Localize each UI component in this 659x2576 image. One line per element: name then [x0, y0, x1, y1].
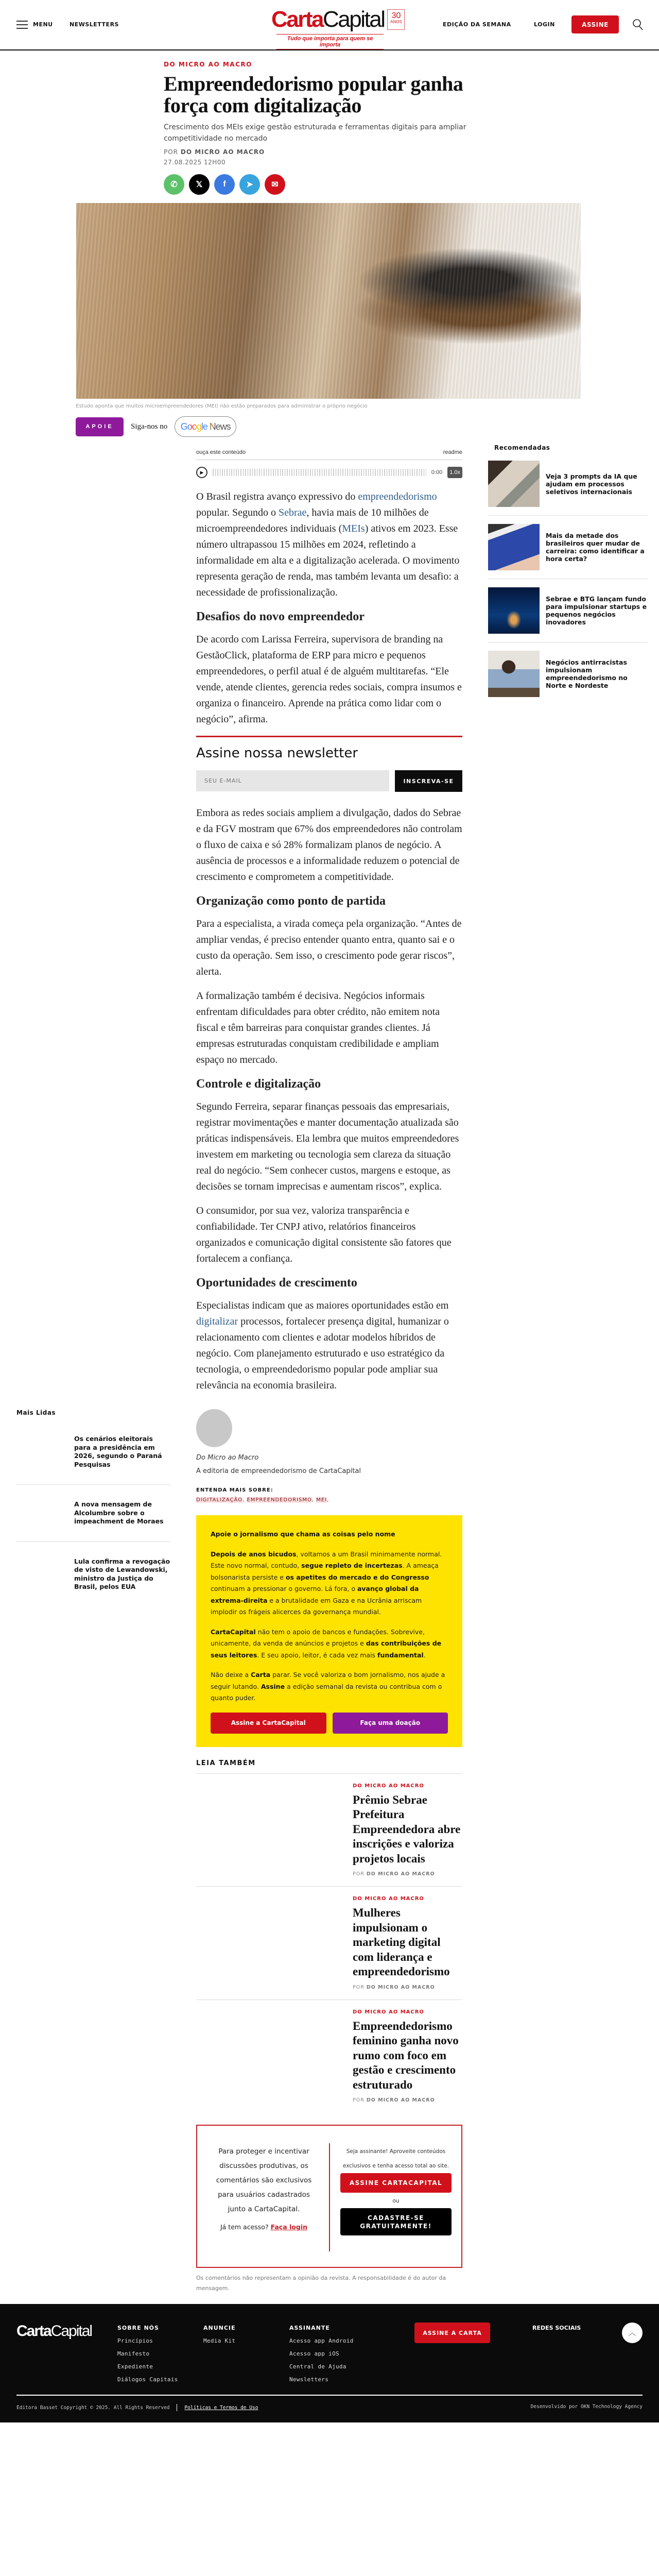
text: segue repleto de incertezas	[301, 1562, 403, 1569]
recommended-thumbnail	[488, 587, 540, 634]
tag-list: DIGITALIZAÇÃO, EMPREENDEDORISMO, MEI,	[196, 1497, 330, 1503]
copyright-row	[16, 2404, 258, 2411]
divider	[16, 1541, 171, 1542]
whatsapp-icon: ✆	[170, 180, 178, 189]
assine-a-carta-button[interactable]: ASSINE A CARTA	[414, 2323, 490, 2343]
social-heading: REDES SOCIAIS	[532, 2325, 581, 2331]
read-also-list	[196, 1774, 462, 2113]
text: não tem o apoio de bancos e fundações. Sobrevive, unicamente, da venda de anúncios e projetos e	[211, 1628, 425, 1647]
footer-link[interactable]: Acesso app Android	[289, 2337, 354, 2344]
subscribe-newsletter-button[interactable]: INSCREVA-SE	[395, 770, 462, 792]
text: Assine	[261, 1682, 285, 1690]
search-icon[interactable]	[632, 19, 644, 31]
article-header	[164, 50, 473, 195]
tag-link[interactable]: EMPREENDEDORISMO	[247, 1497, 312, 1503]
text: processos, fortalecer presença digital, humanizar o relacionamento com clientes e adotar modelos híbridos de negócio. Com planejamento estruturado e uso estratégico da tecnologia, o empreendedorismo popular pode ampliar sua relevância na economia brasileira.	[196, 1316, 449, 1391]
footer-heading: ANUNCIE	[203, 2325, 236, 2331]
main-column	[16, 444, 647, 2294]
comments-gate	[196, 2125, 462, 2268]
text: a edição semanal da revista ou contribua com o quanto puder.	[211, 1682, 442, 1702]
text: Controle e digitalização	[196, 1077, 321, 1091]
recommended-title: Sebrae e BTG lançam fundo para impulsionar startups e pequenos negócios inovadores	[546, 595, 647, 626]
support-paragraph	[211, 1549, 448, 1618]
read-also-item[interactable]	[196, 2000, 462, 2113]
apoie-button[interactable]: APOIE	[76, 417, 124, 436]
badge-text: ANOS	[390, 20, 402, 24]
paragraph	[196, 1203, 462, 1267]
subscribe-button[interactable]: Assine a CartaCapital	[211, 1713, 326, 1734]
read-also-item[interactable]	[196, 1774, 462, 1887]
text: Oportunidades de crescimento	[196, 1276, 357, 1290]
article-category[interactable]: DO MICRO AO MACRO	[164, 61, 252, 68]
footer-logo[interactable]	[16, 2323, 92, 2340]
read-also-heading: LEIA TAMBÉM	[196, 1759, 462, 1774]
tag-link[interactable]: DIGITALIZAÇÃO	[196, 1497, 243, 1503]
recommended-thumbnail	[488, 461, 540, 507]
text: Embora as redes sociais ampliem a divulgação, dados do Sebrae e da FGV mostram que 67% dos empreendedores não controlam o fluxo de caixa e só 28% formalizam planos de negócio. A ausência de processos e a informalidade reduzem o potencial de crescimento e comprometem a competitividade.	[196, 807, 462, 883]
paragraph	[196, 1298, 462, 1394]
byline-prefix: POR	[353, 1984, 365, 1990]
section-heading	[196, 893, 462, 909]
read-also-category: DO MICRO AO MACRO	[353, 2009, 424, 2015]
most-read-heading: Mais Lidas	[16, 1409, 56, 1416]
recommended-item[interactable]	[488, 461, 648, 507]
article-subtitle: Crescimento dos MEIs exige gestão estruturada e ferramentas digitais para ampliar competitividade no mercado	[164, 123, 466, 143]
text: Segundo Ferreira, separar finanças pessoais das empresariais, registrar movimentações e manter documentação atualizada são práticas indispensáveis. Ela lembra que muitos empreendedores investem em marketing ou tecnologia sem clareza da situação real do negócio. “Sem conhecer custos, margens e estoque, as decisões se tornam imprecisas e aumentam riscos”, explica.	[196, 1101, 459, 1192]
byline-prefix: POR	[353, 1871, 365, 1877]
support-follow-row	[76, 416, 659, 437]
terms-link[interactable]: Políticas e Termos de Uso	[184, 2404, 258, 2411]
subscribe-cartacapital-button[interactable]: ASSINE CARTACAPITAL	[340, 2173, 452, 2193]
byline-prefix: POR	[164, 148, 179, 156]
menu-icon[interactable]	[16, 21, 28, 29]
footer-column-anuncie	[203, 2325, 236, 2350]
copyright: Editora Basset Copyright © 2025. All Rights Reserved	[16, 2404, 170, 2411]
share-telegram-button[interactable]	[239, 174, 260, 195]
text: , voltamos a um Brasil minimamente normal. Este novo normal, contudo,	[211, 1550, 442, 1569]
support-paragraph	[211, 1626, 448, 1662]
text: A formalização também é decisiva. Negócios informais enfrentam dificuldades para obter crédito, não emitem nota fiscal e têm barreiras para conquistar grandes clientes. Já empresas estruturadas conquistam credibilidade e ampliam espaço no mercado.	[196, 990, 440, 1065]
footer-column-sobre	[117, 2325, 178, 2389]
login-link[interactable]: LOGIN	[534, 21, 555, 28]
footer-link[interactable]: Expediente	[117, 2363, 153, 2370]
read-also-title: Mulheres impulsionam o marketing digital com liderança e empreendedorismo	[353, 1906, 450, 1978]
assine-button[interactable]: ASSINE	[571, 15, 619, 33]
anniversary-badge	[387, 9, 405, 30]
most-read-item[interactable]: Os cenários eleitorais para a presidência em 2026, segundo o Paraná Pesquisas	[74, 1435, 162, 1468]
logo-carta: Carta	[271, 7, 323, 32]
recommended-thumbnail	[488, 524, 540, 570]
author-avatar	[196, 1409, 232, 1447]
read-also-byline	[353, 1871, 462, 1877]
article-body	[196, 489, 462, 1394]
text: Carta	[251, 1671, 271, 1679]
text: . E seu apoio, leitor, é cada vez mais	[257, 1651, 377, 1659]
text: parar. Se você valoriza o bom jornalismo, nos ajude a seguir lutando.	[211, 1671, 445, 1690]
section-heading	[196, 609, 462, 624]
google-news-logo: Google News	[180, 421, 231, 432]
text: e a brutalidade em Gaza e na Ucrânia arriscam implodir os frágeis alicerces da governança mundial.	[211, 1596, 422, 1616]
divider	[16, 2395, 643, 2396]
audio-brand[interactable]: readme	[443, 449, 462, 455]
section-heading	[196, 1275, 462, 1291]
text: ) ativos em 2023. Esse número ultrapassou 15 milhões em 2024, refletindo a informalidade em alta e a digitalização acelerada. O movimento representa geração de renda, mas também levanta um desafio: a necessidade de profissionalização.	[196, 523, 460, 598]
telegram-icon: ➤	[246, 180, 253, 189]
login-prompt: Já tem acesso?	[220, 2223, 269, 2231]
text: os apetites do mercado e do Congresso	[285, 1573, 429, 1581]
share-x-button[interactable]	[189, 174, 210, 195]
text: Depois de anos bicudos	[211, 1550, 297, 1558]
logo-capital: Capital	[323, 7, 385, 32]
read-also-byline	[353, 1985, 462, 1990]
text: popular. Segundo o	[196, 507, 279, 518]
audio-waveform[interactable]	[213, 466, 426, 479]
footer-column-assinante	[289, 2325, 354, 2389]
back-to-top-button[interactable]	[622, 2323, 643, 2343]
image-caption: Estudo aponta que muitos microempreendedores (MEI) não estão preparados para administrar o próprio negócio	[76, 403, 368, 409]
text: . A ameaça bolsonarista persiste e	[211, 1562, 439, 1581]
publish-date: 27.08.2025 12H00	[164, 159, 226, 166]
comments-disclaimer: Os comentários não representam a opinião da revista. A responsabilidade é do autor da mensagem.	[196, 2275, 446, 2292]
read-also-category: DO MICRO AO MACRO	[353, 1783, 424, 1789]
comments-message: Para proteger e incentivar discussões produtivas, os comentários são exclusivos para usuários cadastrados junto a CartaCapital.	[216, 2147, 312, 2213]
divider	[16, 1484, 171, 1485]
text: O Brasil registra avanço expressivo do	[196, 491, 358, 502]
text: O consumidor, por sua vez, valoriza transparência e confiabilidade. Ter CNPJ ativo, relatórios financeiros organizados e comunicação digital consistente são fatores que fortalecem a confiança.	[196, 1205, 452, 1264]
paragraph	[196, 988, 462, 1068]
audio-player	[196, 449, 462, 479]
text: das contribuições de seus leitores	[211, 1639, 442, 1659]
divider	[488, 515, 648, 516]
text: De acordo com Larissa Ferreira, supervisora de branding na GestãoClick, plataforma de ERP para micro e pequenos empreendedores, o perfil atual é de alguém multitarefas. “Ele vende, atende clientes, gerencia redes sociais, compra insumos e organiza o financeiro. Aprende na prática como lidar com o negócio”, afirma.	[196, 634, 462, 725]
newsletter-title: Assine nossa newsletter	[196, 745, 358, 761]
chevron-up-icon: ︿	[629, 2329, 636, 2337]
subscribe-text: Seja assinante! Aproveite conteúdos exclusivos e tenha acesso total ao site.	[342, 2148, 449, 2169]
playback-speed-button[interactable]: 1.0x	[447, 467, 462, 478]
support-heading: Apoie o jornalismo que chama as coisas pelo nome	[211, 1530, 395, 1538]
text: avanço global da extrema-direita	[211, 1585, 419, 1604]
most-read-item[interactable]: A nova mensagem de Alcolumbre sobre o impeachment de Moraes	[74, 1500, 164, 1525]
cartacapital-logo[interactable]	[271, 6, 402, 33]
most-read-item[interactable]: Lula confirma a revogação de visto de Lewandowski, ministro da Justiça do Brasil, pelos EUA	[74, 1557, 170, 1590]
author-description: A editoria de empreendedorismo de CartaCapital	[196, 1467, 361, 1475]
newsletter-signup	[196, 736, 462, 792]
text: Não deixe a	[211, 1671, 251, 1679]
byline-author: DO MICRO AO MACRO	[366, 1984, 435, 1990]
logo-capital: Capital	[50, 2323, 92, 2340]
recommended-sidebar	[488, 444, 648, 697]
facebook-icon: f	[223, 180, 226, 189]
support-text	[211, 1549, 448, 1704]
recommended-item[interactable]	[488, 524, 648, 570]
footer-link[interactable]: Newsletters	[289, 2376, 329, 2383]
share-facebook-button[interactable]	[214, 174, 235, 195]
google-news-button[interactable]	[175, 416, 236, 437]
recommended-heading: Recomendadas	[494, 444, 550, 451]
hero-image	[76, 203, 581, 399]
byline-author[interactable]: DO MICRO AO MACRO	[180, 148, 265, 156]
footer-link[interactable]: Media Kit	[203, 2337, 236, 2344]
recommended-item[interactable]	[488, 587, 648, 634]
site-header	[0, 0, 659, 50]
most-read-sidebar	[16, 1409, 171, 1591]
email-input[interactable]: SEU E-MAIL	[196, 770, 389, 791]
register-button[interactable]: CADASTRE-SE GRATUITAMENTE!	[340, 2208, 452, 2235]
login-link[interactable]: Faça login	[270, 2223, 308, 2231]
donate-button[interactable]: Faça uma doação	[333, 1713, 448, 1734]
footer-link[interactable]: Acesso app iOS	[289, 2350, 339, 2357]
paragraph	[196, 916, 462, 980]
recommended-item[interactable]	[488, 651, 648, 697]
share-whatsapp-button[interactable]	[164, 174, 184, 195]
support-box	[196, 1515, 462, 1747]
read-also-category: DO MICRO AO MACRO	[353, 1896, 424, 1902]
developer-credit: Desenvolvido por OKN Technology Agency	[530, 2404, 643, 2410]
page-title: Empreendedorismo popular ganha força com digitalização	[164, 72, 463, 117]
text: Organização como ponto de partida	[196, 894, 386, 908]
text: Para a especialista, a virada começa pela organização. “Antes de ampliar vendas, é preciso entender quanto entra, quanto sai e o custo da operação. Sem isso, o crescimento pode gerar riscos”, alerta.	[196, 918, 462, 977]
paragraph	[196, 805, 462, 885]
play-icon[interactable]: ▶	[196, 467, 207, 478]
menu-button[interactable]: MENU	[33, 21, 53, 28]
inline-link[interactable]: digitalizar	[196, 1316, 238, 1327]
tag-link[interactable]: MEI	[316, 1497, 327, 1503]
inline-link[interactable]: Sebrae	[279, 507, 307, 518]
footer-link[interactable]: Manifesto	[117, 2350, 150, 2357]
read-also-byline	[353, 2097, 462, 2103]
footer-link[interactable]: Diálogos Capitais	[117, 2376, 178, 2383]
divider	[329, 2143, 330, 2251]
x-icon: 𝕏	[196, 180, 203, 189]
text: continuam a pressionar o governo. Lá fora, o	[211, 1585, 357, 1592]
text: .	[423, 1651, 426, 1659]
text: Especialistas indicam que as maiores oportunidades estão em	[196, 1300, 449, 1311]
or-label: ou	[392, 2198, 400, 2204]
audio-time: 0:00	[431, 469, 443, 476]
byline-prefix: POR	[353, 2097, 365, 2103]
paragraph	[196, 632, 462, 727]
inline-link[interactable]: MEIs	[342, 523, 365, 534]
audio-label: ouça este conteúdo	[196, 449, 246, 455]
paragraph	[196, 489, 462, 601]
site-footer	[0, 2304, 659, 2422]
inline-link[interactable]: empreendedorismo	[358, 491, 437, 502]
newsletters-link[interactable]: NEWSLETTERS	[70, 21, 119, 28]
byline-author: DO MICRO AO MACRO	[366, 2097, 435, 2103]
recommended-title: Negócios antirracistas impulsionam empreendedorismo no Norte e Nordeste	[546, 658, 628, 689]
logo-carta: Carta	[16, 2323, 51, 2340]
footer-link[interactable]: Central de Ajuda	[289, 2363, 346, 2370]
byline-author: DO MICRO AO MACRO	[366, 1871, 435, 1877]
paragraph	[196, 1099, 462, 1195]
text: , havia mais de 10 milhões de microempreendedores individuais (	[196, 507, 429, 534]
byline	[164, 148, 473, 156]
badge-number: 30	[391, 11, 401, 20]
text: CartaCapital	[211, 1628, 256, 1636]
read-also-title: Empreendedorismo feminino ganha novo rumo com foco em gestão e crescimento estruturado	[353, 2019, 459, 2091]
edicao-da-semana-link[interactable]: EDIÇÃO DA SEMANA	[443, 21, 511, 28]
follow-label: Siga-nos no	[131, 422, 168, 431]
footer-link[interactable]: Princípios	[117, 2337, 153, 2344]
section-heading	[196, 1076, 462, 1092]
footer-heading: SOBRE NÓS	[117, 2325, 159, 2331]
support-paragraph	[211, 1669, 448, 1704]
recommended-title: Mais da metade dos brasileiros quer mudar de carreira: como identificar a hora certa?	[546, 532, 645, 563]
footer-heading: ASSINANTE	[289, 2325, 330, 2331]
read-also-title: Prêmio Sebrae Prefeitura Empreendedora abre inscrições e valoriza projetos locais	[353, 1793, 461, 1865]
text: fundamental	[377, 1651, 424, 1659]
recommended-thumbnail	[488, 651, 540, 697]
email-icon: ✉	[271, 180, 279, 189]
tags-heading: ENTENDA MAIS SOBRE:	[196, 1487, 273, 1493]
share-buttons	[164, 174, 473, 195]
recommended-title: Veja 3 prompts da IA que ajudam em processos seletivos internacionais	[546, 472, 637, 496]
read-also-item[interactable]	[196, 1887, 462, 2000]
author-name[interactable]: Do Micro ao Macro	[196, 1454, 259, 1462]
text: Desafios do novo empreendedor	[196, 610, 365, 623]
tagline: Tudo que importa para quem se importa	[276, 34, 384, 49]
share-email-button[interactable]	[265, 174, 285, 195]
